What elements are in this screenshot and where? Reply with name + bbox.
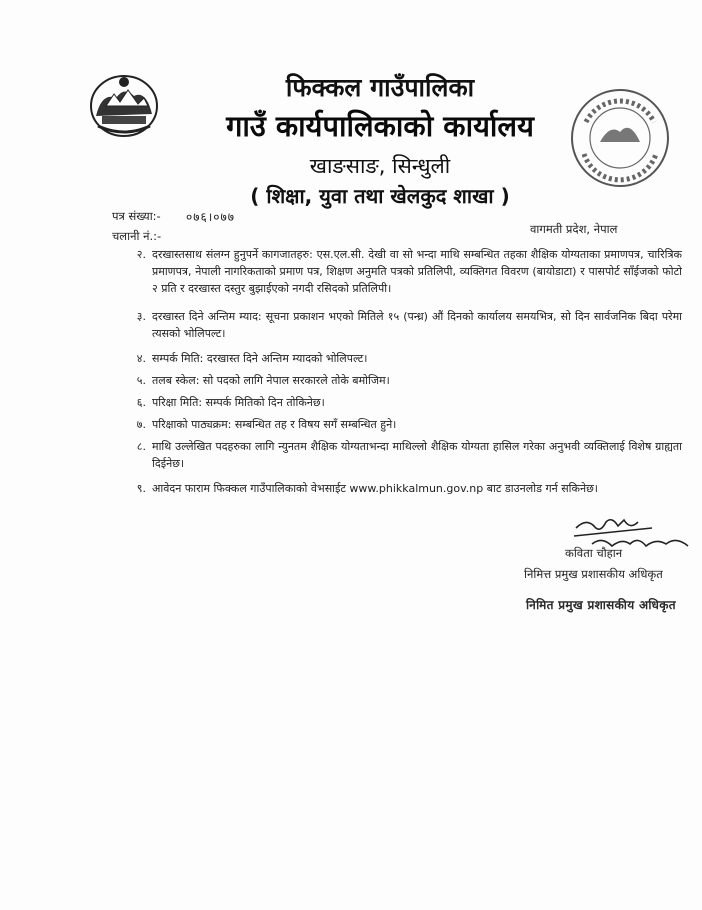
letter-number-value: ०७६।०७७: [186, 210, 235, 224]
item-text: आवेदन फाराम फिक्कल गाउँपालिकाको वेभसाईट www.phikkalmun.gov.np बाट डाउनलोड गर्न सकिनेछ।: [152, 482, 598, 495]
office-seal-icon: [566, 84, 674, 192]
item-number: ६.: [136, 396, 146, 409]
letter-number-label: पत्र संख्या:-: [112, 209, 161, 223]
item-text: परिक्षाको पाठ्यक्रम: सम्बन्धित तह र विषय सगँ सम्बन्धित हुने।: [152, 418, 397, 431]
item-number: ७.: [136, 418, 146, 431]
item-text: दरखास्त दिने अन्तिम म्याद: सूचना प्रकाशन भएको मितिले १५ (पन्ध्र) औं दिनको कार्यालय समयभित्र, सो दिन सार्वजनिक बिदा परेमा त्यसको भोलिपल्ट।: [152, 310, 682, 340]
nepal-emblem-icon: [88, 72, 160, 138]
office-location: खाङसाङ, सिन्धुली: [309, 154, 451, 178]
item-text: सम्पर्क मिति: दरखास्त दिने अन्तिम म्यादको भोलिपल्ट।: [152, 352, 368, 365]
signatory-name: कविता चौहान: [565, 546, 623, 560]
item-number: ५.: [136, 374, 146, 387]
municipality-name: फिक्कल गाउँपालिका: [285, 73, 475, 102]
item-number: २.: [136, 248, 146, 261]
branch-name: ( शिक्षा, युवा तथा खेलकुद शाखा ): [250, 184, 510, 208]
designation-stamp: निमित प्रमुख प्रशासकीय अधिकृत: [526, 598, 676, 612]
office-title: गाउँ कार्यपालिकाको कार्यालय: [226, 109, 534, 143]
item-text: तलब स्केल: सो पदको लागि नेपाल सरकारले तोके बमोजिम।: [152, 374, 390, 387]
province-label: वागमती प्रदेश, नेपाल: [530, 222, 618, 236]
item-number: ९.: [136, 482, 146, 495]
item-text: परिक्षा मिति: सम्पर्क मितिको दिन तोकिनेछ।: [152, 396, 325, 409]
item-text: माथि उल्लेखित पदहरुका लागि न्युनतम शैक्षिक योग्यताभन्दा माथिल्लो शैक्षिक योग्यता हासिल गरेका अनुभवी व्यक्तिलाई विशेष ग्राह्यता दिईनेछ।: [152, 440, 682, 470]
item-number: ४.: [136, 352, 146, 365]
signatory-title: निमित्त प्रमुख प्रशासकीय अधिकृत: [524, 567, 663, 581]
item-number: ८.: [136, 440, 146, 453]
item-text: दरखास्तसाथ संलग्न हुनुपर्ने कागजातहरु: एस.एल.सी. देखी वा सो भन्दा माथि सम्बन्धित तहका शैक्षिक योग्यताका प्रमाणपत्र, चारित्रिक प्रमाणपत्र, नेपाली नागरिकताको प्रमाण पत्र, शिक्षण अनुमति पत्रको प्रतिलिपी, व्यक्तिगत विवरण (बायोडाटा) र पासपोर्ट साँईजको फोटो २ प्रति र दरखास्त दस्तुर बुझाईएको नगदी रसिदको प्रतिलिपी।: [152, 248, 682, 295]
item-number: ३.: [136, 310, 146, 323]
dispatch-number-label: चलानी नं.:-: [112, 229, 162, 243]
